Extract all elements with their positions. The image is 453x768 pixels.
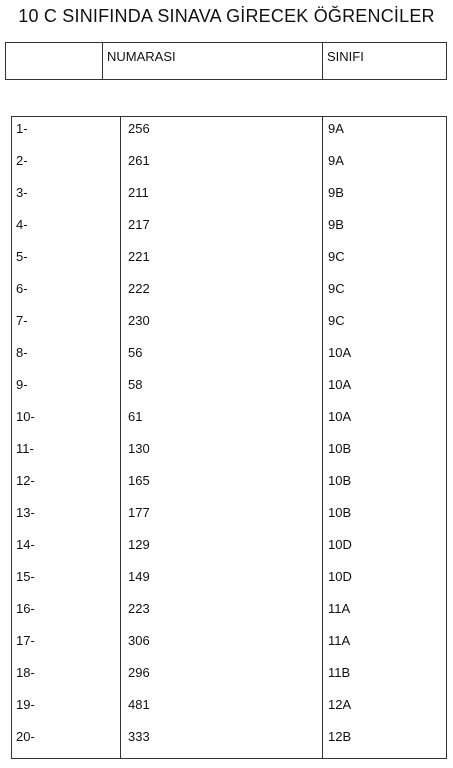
table-row xyxy=(12,181,446,213)
student-class: 9A xyxy=(328,121,344,136)
row-index: 1- xyxy=(16,121,28,136)
student-class: 9B xyxy=(328,185,344,200)
student-number: 222 xyxy=(128,281,150,296)
row-index: 6- xyxy=(16,281,28,296)
student-class: 11B xyxy=(328,665,351,680)
student-number: 130 xyxy=(128,441,150,456)
table-row xyxy=(12,117,446,149)
row-index: 17- xyxy=(16,633,35,648)
table-row xyxy=(12,597,446,629)
student-number: 56 xyxy=(128,345,143,360)
student-number: 177 xyxy=(128,505,150,520)
row-index: 4- xyxy=(16,217,28,232)
student-number: 296 xyxy=(128,665,150,680)
student-number: 61 xyxy=(128,409,143,424)
row-index: 16- xyxy=(16,601,35,616)
student-class: 10B xyxy=(328,441,352,456)
header-cell-number: NUMARASI xyxy=(103,43,323,79)
table-row xyxy=(12,533,446,565)
student-class: 11A xyxy=(328,601,351,616)
row-index: 9- xyxy=(16,377,28,392)
row-index: 20- xyxy=(16,729,35,744)
table-row xyxy=(12,405,446,437)
student-class: 9A xyxy=(328,153,344,168)
header-cell-class: SINIFI xyxy=(327,49,364,64)
student-class: 10D xyxy=(328,537,352,552)
table-row xyxy=(12,149,446,181)
table-row xyxy=(12,245,446,277)
student-number: 230 xyxy=(128,313,150,328)
student-number: 149 xyxy=(128,569,150,584)
student-number: 333 xyxy=(128,729,150,744)
table-row xyxy=(12,725,446,757)
student-class: 9C xyxy=(328,249,345,264)
student-number: 165 xyxy=(128,473,150,488)
student-number: 211 xyxy=(128,185,149,200)
row-index: 12- xyxy=(16,473,35,488)
student-class: 9C xyxy=(328,313,345,328)
student-class: 12A xyxy=(328,697,352,712)
table-row xyxy=(12,501,446,533)
row-index: 18- xyxy=(16,665,35,680)
student-number: 223 xyxy=(128,601,150,616)
table-row xyxy=(12,469,446,501)
student-class: 9C xyxy=(328,281,345,296)
row-index: 5- xyxy=(16,249,28,264)
student-class: 10A xyxy=(328,345,352,360)
student-number: 129 xyxy=(128,537,150,552)
student-number: 256 xyxy=(128,121,150,136)
student-class: 11A xyxy=(328,633,351,648)
student-number: 481 xyxy=(128,697,150,712)
student-class: 10B xyxy=(328,473,352,488)
header-table xyxy=(5,42,447,80)
row-index: 2- xyxy=(16,153,28,168)
row-index: 14- xyxy=(16,537,35,552)
row-index: 11- xyxy=(16,441,34,456)
student-class: 10D xyxy=(328,569,352,584)
student-number: 58 xyxy=(128,377,143,392)
row-index: 8- xyxy=(16,345,28,360)
student-number: 306 xyxy=(128,633,150,648)
row-index: 13- xyxy=(16,505,35,520)
table-row xyxy=(12,661,446,693)
header-cell-index xyxy=(6,43,103,79)
row-index: 19- xyxy=(16,697,35,712)
table-row xyxy=(12,565,446,597)
row-index: 10- xyxy=(16,409,35,424)
row-index: 3- xyxy=(16,185,28,200)
row-index: 7- xyxy=(16,313,28,328)
students-table xyxy=(11,116,447,759)
student-class: 12B xyxy=(328,729,352,744)
student-class: 10A xyxy=(328,377,352,392)
table-row xyxy=(12,309,446,341)
table-row xyxy=(12,213,446,245)
page-title: 10 C SINIFINDA SINAVA GİRECEK ÖĞRENCİLER xyxy=(18,6,435,26)
row-index: 15- xyxy=(16,569,35,584)
student-class: 10B xyxy=(328,505,352,520)
student-number: 217 xyxy=(128,217,150,232)
table-row xyxy=(12,693,446,725)
student-class: 10A xyxy=(328,409,352,424)
table-row xyxy=(12,373,446,405)
table-row xyxy=(12,277,446,309)
student-number: 261 xyxy=(128,153,150,168)
table-row xyxy=(12,341,446,373)
table-row xyxy=(12,629,446,661)
table-row xyxy=(12,437,446,469)
student-class: 9B xyxy=(328,217,344,232)
student-number: 221 xyxy=(128,249,150,264)
